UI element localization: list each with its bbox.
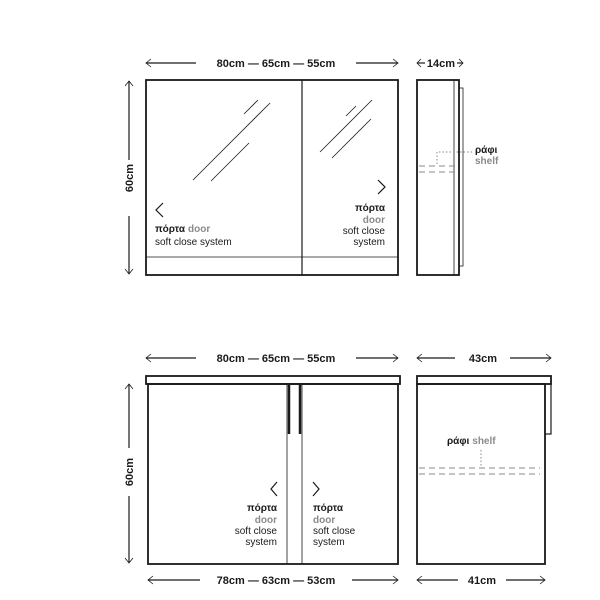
bottom-depth-top-dimension [417,353,551,365]
bottom-width-bottom-dimension [148,575,398,587]
top-shelf-gr: ράφι [475,145,498,156]
top-door-right-en: door [362,215,385,226]
bottom-door-left-en: door [254,515,277,526]
top-cabinet-front [146,80,398,275]
bottom-shelf-label: ράφι shelf [447,436,496,447]
chevron-left-icon [156,203,163,217]
bottom-depth-top-label: 43cm [468,353,498,365]
top-door-left-label: πόρτα door [155,224,211,235]
mirror-reflection-icon [244,100,258,114]
top-cabinet-side [417,80,499,275]
top-shelf-en: shelf [475,156,499,167]
bottom-depth-bottom-dimension [417,575,545,587]
bottom-cabinet-side [417,376,551,564]
mirror-reflection-icon [193,103,270,180]
bottom-height-label: 60cm [124,457,136,487]
top-height-dimension [124,81,136,274]
bottom-cabinet-front [146,376,400,564]
mirror-reflection-icon [211,143,249,181]
bottom-width-top-dimension [146,353,398,365]
bottom-door-left-sub2: system [245,537,277,548]
bottom-depth-bottom-label: 41cm [467,575,497,587]
bottom-door-right-sub2: system [313,537,345,548]
bottom-width-bottom-label: 78cm — 63cm — 53cm [216,575,336,587]
top-door-right-sub2: system [353,237,385,248]
bottom-door-right-gr: πόρτα [313,503,344,514]
mirror-reflection-icon [332,119,371,158]
bottom-door-right-en: door [313,515,336,526]
bottom-width-top-label: 80cm — 65cm — 55cm [216,353,336,365]
side-handle [545,384,551,434]
top-depth-label: 14cm [426,58,456,70]
bottom-height-dimension [124,384,136,563]
countertop [146,376,400,384]
chevron-right-icon [378,180,385,194]
shelf-leader-line [437,152,474,164]
chevron-left-icon [271,482,277,496]
top-height-label: 60cm [124,163,136,193]
chevron-right-icon [313,482,319,496]
bottom-door-left-gr: πόρτα [246,503,277,514]
side-countertop [417,376,551,384]
bottom-door-right-sub1: soft close [313,526,356,537]
top-door-left-sub: soft close system [155,237,232,248]
side-outline [417,80,459,275]
top-width-label: 80cm — 65cm — 55cm [216,58,336,70]
top-door-right-gr: πόρτα [354,203,385,214]
mirror-reflection-icon [346,106,356,116]
top-width-dimension [146,58,398,70]
top-door-right-sub1: soft close [342,226,385,237]
top-depth-dimension [417,58,463,70]
bottom-door-left-sub1: soft close [234,526,277,537]
